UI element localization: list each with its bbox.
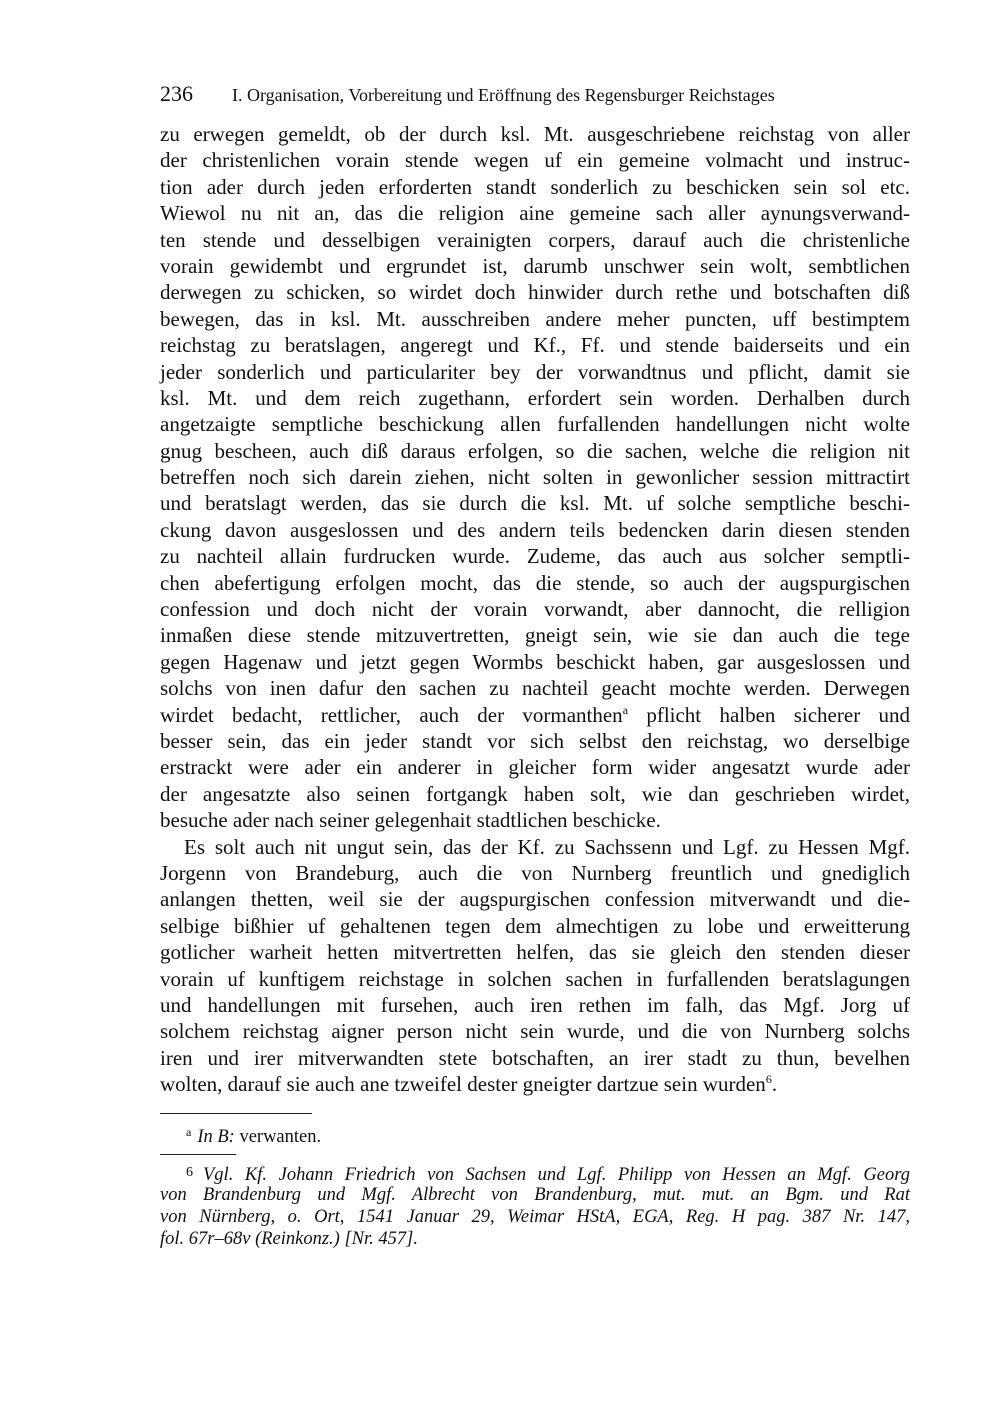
text-line: ten stende und desselbigen verainigten corpers, darauf auch die christenliche [160,227,910,252]
text-line: vorain gewidembt und ergrundet ist, darumb unschwer sein wolt, sembtlichen [160,253,910,278]
footnote-mark: a [186,1125,192,1139]
text-line: erstrackt were ader ein anderer in gleicher form wider angesatzt wurde ader [160,755,910,780]
text-line: solchs von inen dafur den sachen zu nachteil geacht mochte werden. Derwegen [160,676,910,701]
text-line: ksl. Mt. und dem reich zugethann, erfordert sein worden. Derhalben durch [160,385,910,410]
footnote-ref-a[interactable]: a [622,702,629,717]
text-line: ckung davon ausgeslossen und des andern teils bedencken darin diesen stenden [160,517,910,542]
footnote-mark: 6 [186,1165,193,1180]
text-line: reichstag zu beratslagen, angeregt und Kf., Ff. und stende baiderseits und ein [160,333,910,358]
footnote-divider [160,1154,236,1155]
text-line: gnug bescheen, auch diß daraus erfolgen, so die sachen, welche die religion nit [160,438,910,463]
text-line: inmaßen diese stende mitzuvertretten, gneigt sein, wie sie dan auch die tege [160,623,910,648]
text-line: besser sein, das ein jeder standt vor sich selbst den reichstag, wo derselbige [160,728,910,753]
paragraph-end-line: besuche ader nach seiner gelegenhait stadtlichen beschicke. [160,808,661,833]
page-number: 236 [160,81,193,106]
text-line: jeder sonderlich und particulariter bey der vorwandtnus und pflicht, damit sie [160,359,910,384]
paragraph-start-line: Es solt auch nit ungut sein, das der Kf. zu Sachssenn und Lgf. zu Hessen Mgf. [184,834,910,859]
footnote-text: verwanten. [234,1127,322,1147]
text-line: und beratslagt werden, das sie durch die ksl. Mt. uf solche semptliche beschi- [160,491,910,516]
text-fragment: pflicht halben sicherer und [628,702,910,727]
footnote-6 [160,1162,910,1250]
footnote-line: fol. 67r–68v (Reinkonz.) [Nr. 457]. [160,1229,418,1249]
text-line: solchem reichstag aigner person nicht sein wurde, und die von Nurnberg solchs [160,1019,910,1044]
text-fragment: . [771,1072,778,1097]
footnote-line: von Brandenburg und Mgf. Albrecht von Brandenburg, mut. mut. an Bgm. und Rat [160,1185,910,1205]
footnote-ref-6[interactable]: 6 [765,1072,772,1087]
text-line: gegen Hagenaw und jetzt gegen Wormbs beschickt haben, gar ausgeslossen und [160,649,910,674]
text-line: Wiewol nu nit an, das die religion aine gemeine sach aller aynungsverwand- [160,201,910,226]
text-line: confession und doch nicht der vorain vorwandt, aber dannocht, die relligion [160,597,910,622]
text-line: vorain uf kunftigem reichstage in solchen sachen in furfallenden beratslagungen [160,966,910,991]
footnote-a [186,1120,321,1149]
footnote-line: von Nürnberg, o. Ort, 1541 Januar 29, Weimar HStA, EGA, Reg. H pag. 387 Nr. 147, [160,1207,910,1227]
text-line: der christenlichen vorain stende wegen uf ein gemeine volmacht und instruc- [160,148,910,173]
footnote-divider [160,1113,312,1114]
text-line: der angesatzte also seinen fortgangk haben solt, wie dan geschrieben wirdet, [160,781,910,806]
text-line: angetzaigte semptliche beschickung allen furfallenden handellungen nicht wolte [160,412,910,437]
text-line: und handellungen mit fursehen, auch iren rethen im falh, das Mgf. Jorg uf [160,992,910,1017]
running-title: I. Organisation, Vorbereitung und Eröffnung des Regensburger Reichstages [232,85,775,105]
text-line: Jorgenn von Brandeburg, auch die von Nurnberg freuntlich und gnediglich [160,860,910,885]
text-line: betreffen noch sich darein ziehen, nicht solten in gewonlicher session mittractirt [160,465,910,490]
text-fragment: wirdet bedacht, rettlicher, auch der vormanthen [160,702,623,727]
text-line: chen abefertigung erfolgen mocht, das die stende, so auch der augspurgischen [160,570,910,595]
text-fragment: wolten, darauf sie auch ane tzweifel dester gneigter dartzue sein wurden [160,1072,766,1097]
text-line: gotlicher warheit hetten mitvertretten helfen, das sie gleich den stenden dieser [160,940,910,965]
footnote-source: In B: [197,1127,235,1147]
paragraph-end-line [160,1071,910,1097]
text-line: tion ader durch jeden erforderten standt sonderlich zu beschicken sein sol etc. [160,174,910,199]
text-line-with-note [160,702,910,728]
text-line: derwegen zu schicken, so wirdet doch hinwider durch rethe und botschaften diß [160,280,910,305]
footnote-line [160,1162,910,1184]
text-line: selbige bißhier uf gehaltenen tegen dem almechtigen zu lobe und erweitterung [160,913,910,938]
body-text [160,121,910,1097]
text-line: zu erwegen gemeldt, ob der durch ksl. Mt. ausgeschriebene reichstag von aller [160,122,910,146]
text-line: iren und irer mitverwandten stete botschaften, an irer stadt zu thun, bevelhen [160,1045,910,1070]
text-line: zu nachteil allain furdrucken wurde. Zudeme, das auch aus solcher semptli- [160,544,910,569]
footnote-text: Vgl. Kf. Johann Friedrich von Sachsen und Lgf. Philipp von Hessen an Mgf. Georg [203,1165,910,1185]
running-head [160,80,910,108]
text-line: bewegen, das in ksl. Mt. ausschreiben andere meher puncten, uff bestimptem [160,306,910,331]
text-line: anlangen thetten, weil sie der augspurgischen confession mitverwandt und die- [160,887,910,912]
